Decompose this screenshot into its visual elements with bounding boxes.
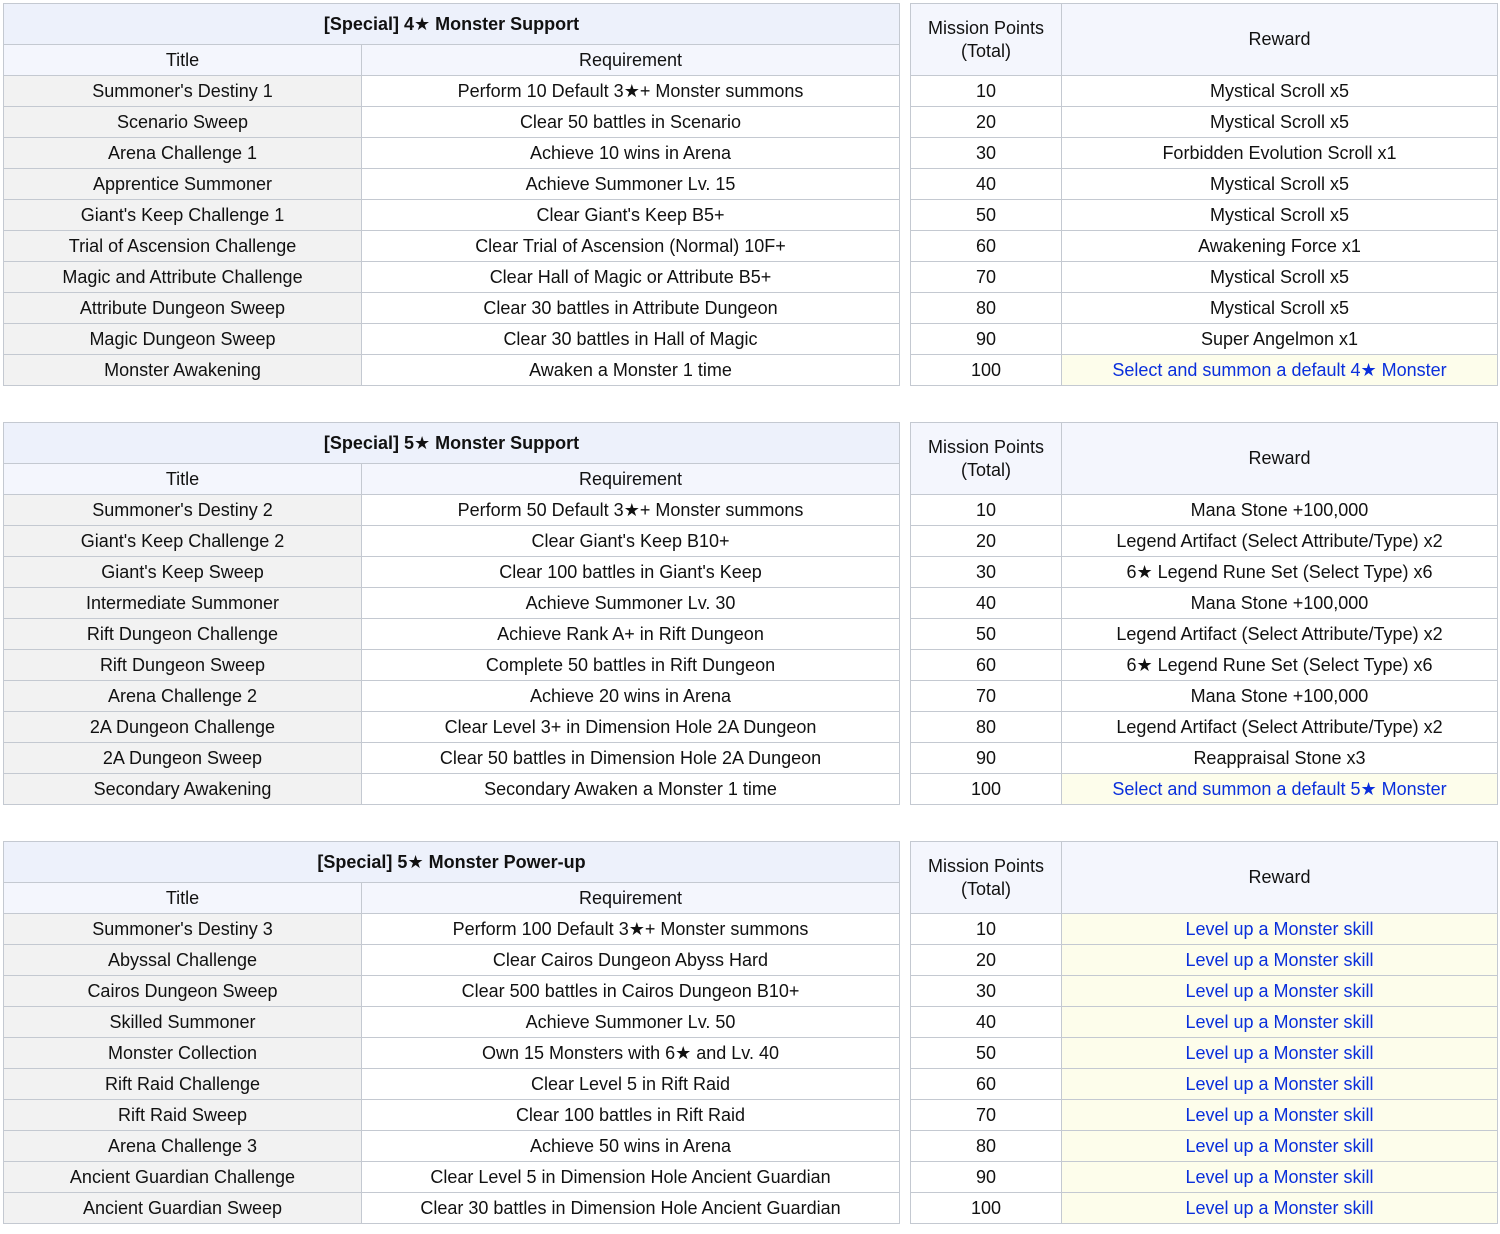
mission-section bbox=[3, 422, 1497, 814]
table-row bbox=[911, 138, 1498, 169]
table-row bbox=[911, 495, 1498, 526]
mission-title: 2A Dungeon Challenge bbox=[4, 712, 362, 743]
mission-requirement: Clear Trial of Ascension (Normal) 10F+ bbox=[362, 231, 900, 262]
mission-requirement: Achieve Summoner Lv. 15 bbox=[362, 169, 900, 200]
reward-text: Mana Stone +100,000 bbox=[1062, 495, 1498, 526]
table-row bbox=[911, 231, 1498, 262]
reward-text: 6★ Legend Rune Set (Select Type) x6 bbox=[1062, 557, 1498, 588]
mission-requirement: Clear 100 battles in Giant's Keep bbox=[362, 557, 900, 588]
mission-requirement: Clear 50 battles in Dimension Hole 2A Dungeon bbox=[362, 743, 900, 774]
reward-link[interactable]: Level up a Monster skill bbox=[1062, 1007, 1498, 1038]
mission-points: 100 bbox=[911, 774, 1062, 805]
column-header-reward: Reward bbox=[1062, 423, 1498, 495]
mission-points: 90 bbox=[911, 743, 1062, 774]
mission-points: 20 bbox=[911, 945, 1062, 976]
table-row bbox=[4, 557, 900, 588]
table-row bbox=[4, 1162, 900, 1193]
mission-points: 20 bbox=[911, 107, 1062, 138]
reward-link[interactable]: Level up a Monster skill bbox=[1062, 1038, 1498, 1069]
mission-requirement: Perform 50 Default 3★+ Monster summons bbox=[362, 495, 900, 526]
table-row bbox=[4, 262, 900, 293]
mission-points: 40 bbox=[911, 169, 1062, 200]
table-row bbox=[911, 1069, 1498, 1100]
column-header-mission-points bbox=[911, 4, 1062, 76]
table-row bbox=[911, 1193, 1498, 1224]
mission-points-total-label: (Total) bbox=[960, 40, 1011, 61]
table-row bbox=[4, 200, 900, 231]
mission-points: 50 bbox=[911, 1038, 1062, 1069]
mission-title: Giant's Keep Challenge 2 bbox=[4, 526, 362, 557]
reward-link[interactable]: Level up a Monster skill bbox=[1062, 1131, 1498, 1162]
table-row bbox=[4, 324, 900, 355]
table-row bbox=[911, 1007, 1498, 1038]
mission-title: Scenario Sweep bbox=[4, 107, 362, 138]
reward-link[interactable]: Level up a Monster skill bbox=[1062, 1069, 1498, 1100]
reward-text: Mystical Scroll x5 bbox=[1062, 76, 1498, 107]
mission-points: 70 bbox=[911, 681, 1062, 712]
section-heading: [Special] 5★ Monster Support bbox=[4, 423, 900, 464]
reward-text: Forbidden Evolution Scroll x1 bbox=[1062, 138, 1498, 169]
mission-requirement: Clear 500 battles in Cairos Dungeon B10+ bbox=[362, 976, 900, 1007]
table-row bbox=[4, 526, 900, 557]
table-row bbox=[4, 138, 900, 169]
mission-requirement: Clear 50 battles in Scenario bbox=[362, 107, 900, 138]
table-row bbox=[4, 355, 900, 386]
table-row bbox=[911, 681, 1498, 712]
mission-points: 90 bbox=[911, 1162, 1062, 1193]
mission-title: Rift Raid Sweep bbox=[4, 1100, 362, 1131]
table-row bbox=[4, 774, 900, 805]
table-row bbox=[4, 743, 900, 774]
table-row bbox=[911, 588, 1498, 619]
table-row bbox=[4, 914, 900, 945]
table-row bbox=[4, 1038, 900, 1069]
table-row bbox=[911, 169, 1498, 200]
mission-requirement: Clear Level 5 in Rift Raid bbox=[362, 1069, 900, 1100]
mission-requirement: Achieve 10 wins in Arena bbox=[362, 138, 900, 169]
mission-title: Ancient Guardian Challenge bbox=[4, 1162, 362, 1193]
table-row bbox=[911, 650, 1498, 681]
mission-section bbox=[3, 841, 1497, 1233]
mission-requirement: Clear 30 battles in Dimension Hole Ancient Guardian bbox=[362, 1193, 900, 1224]
mission-title: Arena Challenge 2 bbox=[4, 681, 362, 712]
mission-title: Summoner's Destiny 2 bbox=[4, 495, 362, 526]
table-row bbox=[911, 526, 1498, 557]
mission-requirement: Complete 50 battles in Rift Dungeon bbox=[362, 650, 900, 681]
reward-text: Reappraisal Stone x3 bbox=[1062, 743, 1498, 774]
mission-points: 80 bbox=[911, 293, 1062, 324]
mission-title: Arena Challenge 3 bbox=[4, 1131, 362, 1162]
mission-requirement: Clear 100 battles in Rift Raid bbox=[362, 1100, 900, 1131]
reward-link[interactable]: Level up a Monster skill bbox=[1062, 1193, 1498, 1224]
table-row bbox=[911, 976, 1498, 1007]
mission-requirement: Clear 30 battles in Hall of Magic bbox=[362, 324, 900, 355]
mission-title: Magic and Attribute Challenge bbox=[4, 262, 362, 293]
mission-requirement: Perform 10 Default 3★+ Monster summons bbox=[362, 76, 900, 107]
column-header-requirement: Requirement bbox=[362, 45, 900, 76]
column-header-requirement: Requirement bbox=[362, 883, 900, 914]
column-header-requirement: Requirement bbox=[362, 464, 900, 495]
mission-requirement: Clear 30 battles in Attribute Dungeon bbox=[362, 293, 900, 324]
table-row bbox=[4, 1131, 900, 1162]
reward-text: Mana Stone +100,000 bbox=[1062, 588, 1498, 619]
mission-title: Giant's Keep Challenge 1 bbox=[4, 200, 362, 231]
reward-text: Legend Artifact (Select Attribute/Type) x2 bbox=[1062, 619, 1498, 650]
mission-points: 30 bbox=[911, 976, 1062, 1007]
reward-text: Legend Artifact (Select Attribute/Type) x2 bbox=[1062, 526, 1498, 557]
table-row bbox=[911, 200, 1498, 231]
mission-requirement: Secondary Awaken a Monster 1 time bbox=[362, 774, 900, 805]
table-row bbox=[4, 107, 900, 138]
mission-title: Intermediate Summoner bbox=[4, 588, 362, 619]
mission-title: Skilled Summoner bbox=[4, 1007, 362, 1038]
mission-points: 90 bbox=[911, 324, 1062, 355]
mission-title: Abyssal Challenge bbox=[4, 945, 362, 976]
table-row bbox=[911, 76, 1498, 107]
table-row bbox=[4, 588, 900, 619]
mission-points: 70 bbox=[911, 1100, 1062, 1131]
mission-points: 60 bbox=[911, 650, 1062, 681]
mission-requirement: Clear Giant's Keep B5+ bbox=[362, 200, 900, 231]
mission-points: 80 bbox=[911, 1131, 1062, 1162]
table-row bbox=[4, 293, 900, 324]
reward-text: Mystical Scroll x5 bbox=[1062, 262, 1498, 293]
mission-title: Secondary Awakening bbox=[4, 774, 362, 805]
reward-link[interactable]: Level up a Monster skill bbox=[1062, 1100, 1498, 1131]
mission-title: Apprentice Summoner bbox=[4, 169, 362, 200]
reward-text: Legend Artifact (Select Attribute/Type) x2 bbox=[1062, 712, 1498, 743]
table-row bbox=[4, 1193, 900, 1224]
table-row bbox=[911, 619, 1498, 650]
table-row bbox=[4, 945, 900, 976]
column-header-reward: Reward bbox=[1062, 4, 1498, 76]
table-row bbox=[4, 169, 900, 200]
reward-text: Awakening Force x1 bbox=[1062, 231, 1498, 262]
table-row bbox=[911, 1038, 1498, 1069]
table-row bbox=[911, 324, 1498, 355]
mission-points: 30 bbox=[911, 557, 1062, 588]
mission-title: Cairos Dungeon Sweep bbox=[4, 976, 362, 1007]
mission-title: Rift Dungeon Challenge bbox=[4, 619, 362, 650]
reward-table bbox=[910, 3, 1498, 386]
table-row bbox=[4, 681, 900, 712]
mission-points-total-label: (Total) bbox=[960, 878, 1011, 899]
mission-title: Arena Challenge 1 bbox=[4, 138, 362, 169]
table-row bbox=[4, 1100, 900, 1131]
mission-requirement: Perform 100 Default 3★+ Monster summons bbox=[362, 914, 900, 945]
reward-link[interactable]: Level up a Monster skill bbox=[1062, 914, 1498, 945]
mission-requirement: Awaken a Monster 1 time bbox=[362, 355, 900, 386]
mission-title: Rift Dungeon Sweep bbox=[4, 650, 362, 681]
table-row bbox=[911, 712, 1498, 743]
reward-link[interactable]: Level up a Monster skill bbox=[1062, 945, 1498, 976]
table-row bbox=[911, 914, 1498, 945]
mission-title: Attribute Dungeon Sweep bbox=[4, 293, 362, 324]
table-row bbox=[4, 650, 900, 681]
table-row bbox=[4, 1069, 900, 1100]
reward-text: Mana Stone +100,000 bbox=[1062, 681, 1498, 712]
table-row bbox=[4, 231, 900, 262]
mission-points: 10 bbox=[911, 914, 1062, 945]
mission-points: 10 bbox=[911, 495, 1062, 526]
mission-points: 50 bbox=[911, 619, 1062, 650]
reward-link[interactable]: Level up a Monster skill bbox=[1062, 1162, 1498, 1193]
table-row bbox=[911, 107, 1498, 138]
mission-points: 100 bbox=[911, 355, 1062, 386]
mission-table bbox=[3, 841, 900, 1224]
mission-title: Monster Collection bbox=[4, 1038, 362, 1069]
mission-title: Summoner's Destiny 1 bbox=[4, 76, 362, 107]
reward-table bbox=[910, 841, 1498, 1224]
mission-points: 80 bbox=[911, 712, 1062, 743]
mission-requirement: Clear Level 5 in Dimension Hole Ancient Guardian bbox=[362, 1162, 900, 1193]
mission-requirement: Clear Giant's Keep B10+ bbox=[362, 526, 900, 557]
column-header-title: Title bbox=[4, 45, 362, 76]
reward-text: Mystical Scroll x5 bbox=[1062, 293, 1498, 324]
mission-table bbox=[3, 3, 900, 386]
mission-title: Summoner's Destiny 3 bbox=[4, 914, 362, 945]
mission-requirement: Achieve Summoner Lv. 50 bbox=[362, 1007, 900, 1038]
mission-points: 40 bbox=[911, 588, 1062, 619]
table-row bbox=[911, 293, 1498, 324]
reward-text: Mystical Scroll x5 bbox=[1062, 200, 1498, 231]
table-row bbox=[4, 76, 900, 107]
mission-points-total-label: (Total) bbox=[960, 459, 1011, 480]
mission-points: 10 bbox=[911, 76, 1062, 107]
mission-points: 20 bbox=[911, 526, 1062, 557]
table-row bbox=[911, 1131, 1498, 1162]
reward-text: Mystical Scroll x5 bbox=[1062, 107, 1498, 138]
table-row bbox=[911, 743, 1498, 774]
reward-link[interactable]: Select and summon a default 5★ Monster bbox=[1062, 774, 1498, 805]
reward-text: Mystical Scroll x5 bbox=[1062, 169, 1498, 200]
table-row bbox=[4, 976, 900, 1007]
mission-points: 50 bbox=[911, 200, 1062, 231]
table-row bbox=[911, 355, 1498, 386]
mission-title: Trial of Ascension Challenge bbox=[4, 231, 362, 262]
table-row bbox=[4, 1007, 900, 1038]
table-row bbox=[911, 1100, 1498, 1131]
mission-requirement: Achieve 20 wins in Arena bbox=[362, 681, 900, 712]
reward-text: 6★ Legend Rune Set (Select Type) x6 bbox=[1062, 650, 1498, 681]
column-header-title: Title bbox=[4, 883, 362, 914]
mission-points-label: Mission Points bbox=[927, 436, 1045, 457]
mission-points-label: Mission Points bbox=[927, 855, 1045, 876]
column-header-title: Title bbox=[4, 464, 362, 495]
table-row bbox=[911, 262, 1498, 293]
mission-requirement: Own 15 Monsters with 6★ and Lv. 40 bbox=[362, 1038, 900, 1069]
table-row bbox=[4, 495, 900, 526]
reward-text: Super Angelmon x1 bbox=[1062, 324, 1498, 355]
mission-points: 70 bbox=[911, 262, 1062, 293]
reward-link[interactable]: Level up a Monster skill bbox=[1062, 976, 1498, 1007]
mission-requirement: Achieve 50 wins in Arena bbox=[362, 1131, 900, 1162]
table-row bbox=[911, 1162, 1498, 1193]
mission-table bbox=[3, 422, 900, 805]
mission-points-label: Mission Points bbox=[927, 17, 1045, 38]
mission-points: 40 bbox=[911, 1007, 1062, 1038]
mission-points: 60 bbox=[911, 231, 1062, 262]
table-row bbox=[4, 619, 900, 650]
mission-requirement: Achieve Summoner Lv. 30 bbox=[362, 588, 900, 619]
mission-title: Rift Raid Challenge bbox=[4, 1069, 362, 1100]
reward-link[interactable]: Select and summon a default 4★ Monster bbox=[1062, 355, 1498, 386]
mission-title: 2A Dungeon Sweep bbox=[4, 743, 362, 774]
mission-points: 100 bbox=[911, 1193, 1062, 1224]
table-row bbox=[911, 945, 1498, 976]
mission-title: Giant's Keep Sweep bbox=[4, 557, 362, 588]
column-header-mission-points bbox=[911, 842, 1062, 914]
mission-title: Monster Awakening bbox=[4, 355, 362, 386]
mission-section bbox=[3, 3, 1497, 395]
mission-requirement: Clear Hall of Magic or Attribute B5+ bbox=[362, 262, 900, 293]
mission-title: Magic Dungeon Sweep bbox=[4, 324, 362, 355]
mission-points: 60 bbox=[911, 1069, 1062, 1100]
reward-table bbox=[910, 422, 1498, 805]
mission-title: Ancient Guardian Sweep bbox=[4, 1193, 362, 1224]
section-heading: [Special] 4★ Monster Support bbox=[4, 4, 900, 45]
column-header-mission-points bbox=[911, 423, 1062, 495]
table-row bbox=[911, 557, 1498, 588]
mission-requirement: Clear Level 3+ in Dimension Hole 2A Dungeon bbox=[362, 712, 900, 743]
table-row bbox=[4, 712, 900, 743]
section-heading: [Special] 5★ Monster Power-up bbox=[4, 842, 900, 883]
mission-requirement: Achieve Rank A+ in Rift Dungeon bbox=[362, 619, 900, 650]
mission-points: 30 bbox=[911, 138, 1062, 169]
table-row bbox=[911, 774, 1498, 805]
column-header-reward: Reward bbox=[1062, 842, 1498, 914]
mission-requirement: Clear Cairos Dungeon Abyss Hard bbox=[362, 945, 900, 976]
